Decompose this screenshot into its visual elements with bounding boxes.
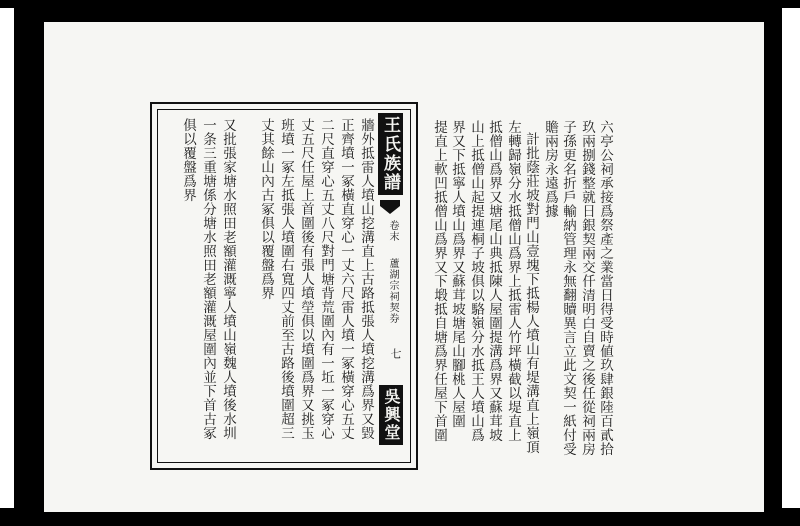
volume-label: 卷末 (387, 220, 398, 242)
text-column: 提直上軟凹抵僧山爲界又下塅抵自塘爲界任屋下首圍 (431, 120, 447, 442)
text-column: 計批蔭莊坡對門山壹塊下抵楊人墳山有堤溝直上嶺頂 (523, 132, 539, 454)
text-column: 贍兩房永遠爲據 (542, 120, 558, 218)
text-column: 丈其餘山內古冢俱以覆盤爲界 (258, 118, 274, 300)
text-column: 六亭公祠承接爲祭產之業當日得受時値玖肆銀陸百貳拾 (597, 120, 613, 456)
text-column: 山上抵僧山起提連桐子坡俱以駱嶺分水抵王人墳山爲 (468, 120, 484, 442)
text-column: 子孫更名折戶輸納管理永無翻贖異言立此文契一紙付受 (560, 120, 576, 456)
section-label: 蘆湖宗祠契券 (387, 258, 398, 324)
text-column: 左轉歸嶺分水抵僧山爲界上抵雷人竹坪橫截以堤直上 (505, 120, 521, 442)
text-column: 抵僧山爲界又塘尾山典抵陳人屋圍提溝爲界又蘇茸坡 (486, 120, 502, 442)
text-column: 玖兩捌錢整就日銀契兩交仟清明白自賣之後任從祠兩房 (579, 120, 595, 456)
adjacent-page-left (0, 8, 14, 508)
text-column: 二尺直穿心五丈八尺對門塘背荒圍內有一坵一冢穿心 (318, 118, 334, 440)
text-column: 又批張家塘水照田老額灌溉寧人墳山嶺魏人墳後水圳 (220, 118, 236, 440)
text-column: 牆外抵雷人墳山挖溝直上古路抵張人墳挖溝爲界又毀 (358, 118, 374, 440)
text-column: 班墳一冢左抵張人墳圍右寬四丈前至古路後墳圍超三 (278, 118, 294, 440)
adjacent-page-right (782, 8, 800, 508)
publisher-name: 吳興堂 (379, 385, 403, 445)
text-column: 俱以覆盤爲界 (180, 118, 196, 202)
text-column: 界又下抵寧人墳山爲界又蘇茸坡塘尾山腳桃人屋圍 (449, 120, 465, 428)
page-number: 七 (389, 348, 402, 360)
fish-tail-mark-icon (380, 200, 400, 214)
text-column: 一条三重塘係分塘水照田老額灌溉屋圍內並下首古冢 (200, 118, 216, 440)
text-column: 正齊墳一冢橫直穿心一丈六尺雷人墳一冢橫穿心五丈 (338, 118, 354, 440)
text-column: 丈五尺任屋上首圍後有張人墳塋俱以墳圍爲界又挑玉 (298, 118, 314, 440)
book-title: 王氏族譜 (378, 113, 403, 195)
